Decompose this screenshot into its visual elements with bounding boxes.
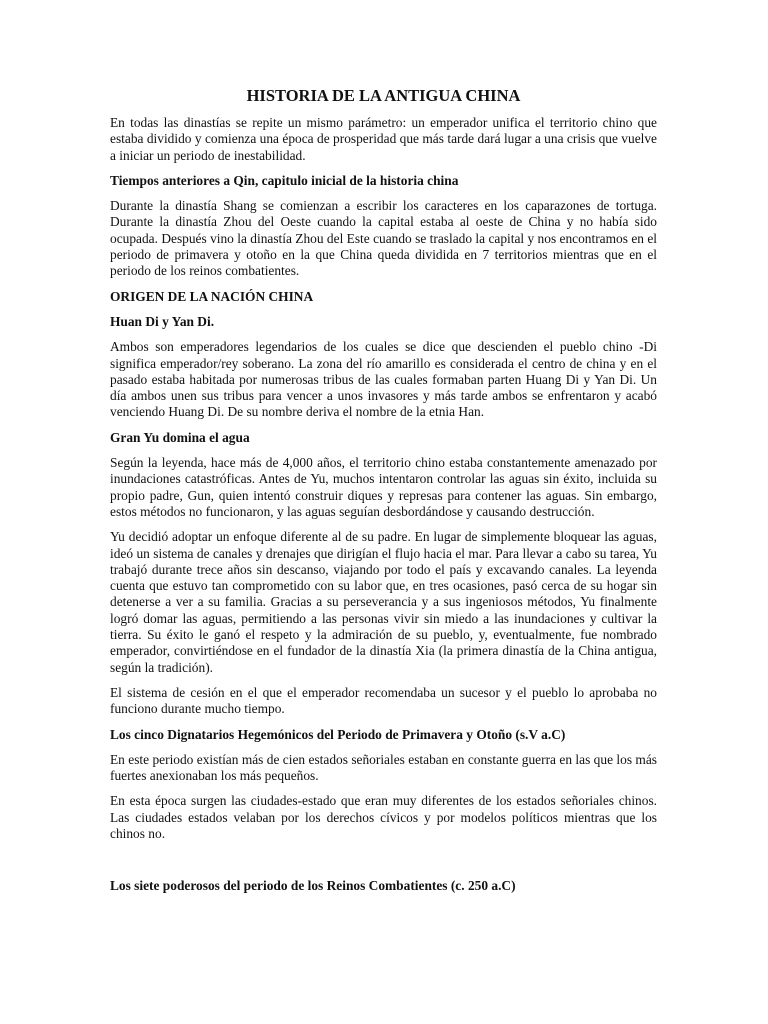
paragraph-floods: Según la leyenda, hace más de 4,000 años, el territorio chino estaba constantemente amenazado por inundaciones catastróficas. Antes de Yu, muchos intentaron controlar las aguas sin éxito, incluida su propio padre, Gun, quien intentó construir diques y represas para contener las aguas. Sin embargo, estos métodos no funcionaron, y las aguas seguían desbordándose y causando destrucción. bbox=[110, 455, 657, 519]
section-heading-origin: ORIGEN DE LA NACIÓN CHINA bbox=[110, 288, 314, 304]
section-heading-pre-qin: Tiempos anteriores a Qin, capitulo inicial de la historia china bbox=[110, 172, 459, 188]
blank-gap bbox=[110, 851, 657, 878]
intro-paragraph: En todas las dinastías se repite un mismo parámetro: un emperador unifica el territorio chino que estaba dividido y comienza una época de prosperidad que más tarde dará lugar a una crisis que vuelve a iniciar un periodo de inestabilidad. bbox=[110, 115, 657, 163]
paragraph-huang-di: Ambos son emperadores legendarios de los cuales se dice que descienden el pueblo chino -Di significa emperador/rey soberano. La zona del río amarillo es considerada el centro de china y en el pasado estaba habitada por numerosas tribus de las cuales formaban parten Huang Di y Yan Di. Un día ambos unen sus tribus para vencer a unos invasores y más tarde ambos se enfrentaron y acabó venciendo Huang Di. De su nombre deriva el nombre de la etnia Han. bbox=[110, 339, 657, 420]
paragraph-shang-zhou: Durante la dinastía Shang se comienzan a escribir los caracteres en los caparazones de tortuga. Durante la dinastía Zhou del Oeste cuando la capital estaba al oeste de China y no había sido ocupada. Después vino la dinastía Zhou del Este cuando se traslado la capital y nos encontramos en el periodo de primavera y otoño en la que China queda dividida en 7 territorios mientras que en el periodo de los reinos combatientes. bbox=[110, 198, 657, 279]
section-heading-gran-yu: Gran Yu domina el agua bbox=[110, 429, 250, 445]
paragraph-yu-method: Yu decidió adoptar un enfoque diferente al de su padre. En lugar de simplemente bloquear las aguas, ideó un sistema de canales y drenajes que dirigían el flujo hacia el mar. Para llevar a cabo su tarea, Yu trabajó durante trece años sin descanso, viajando por todo el país y excavando canales. La leyenda cuenta que estuvo tan comprometido con su labor que, en tres ocasiones, pasó cerca de su hogar sin detenerse a ver a su familia. Gracias a su perseverancia y a sus ingeniosos métodos, Yu finalmente logró domar las aguas, permitiendo a las personas vivir sin miedo a las inundaciones y cultivar la tierra. Su éxito le ganó el respeto y la admiración de su pueblo, y, eventualmente, fue nombrado emperador, convirtiéndose en el fundador de la dinastía Xia (la primera dinastía de la China antigua, según la tradición). bbox=[110, 529, 657, 675]
document-title: HISTORIA DE LA ANTIGUA CHINA bbox=[246, 86, 521, 105]
paragraph-city-states: En esta época surgen las ciudades-estado que eran muy diferentes de los estados señoriales chinos. Las ciudades estados velaban por los derechos cívicos y por modelos políticos mientras que los chinos no. bbox=[110, 793, 657, 841]
section-heading-warring-states: Los siete poderosos del periodo de los Reinos Combatientes (c. 250 a.C) bbox=[110, 878, 516, 894]
document-page bbox=[110, 86, 657, 904]
section-heading-five-hegemons: Los cinco Dignatarios Hegemónicos del Periodo de Primavera y Otoño (s.V a.C) bbox=[110, 726, 566, 742]
paragraph-succession: El sistema de cesión en el que el emperador recomendaba un sucesor y el pueblo lo aprobaba no funciono durante mucho tiempo. bbox=[110, 684, 657, 717]
paragraph-feudal-states: En este periodo existían más de cien estados señoriales estaban en constante guerra en las que los más fuertes anexionaban los más pequeños. bbox=[110, 751, 657, 784]
section-heading-huang-di: Huan Di y Yan Di. bbox=[110, 313, 215, 329]
